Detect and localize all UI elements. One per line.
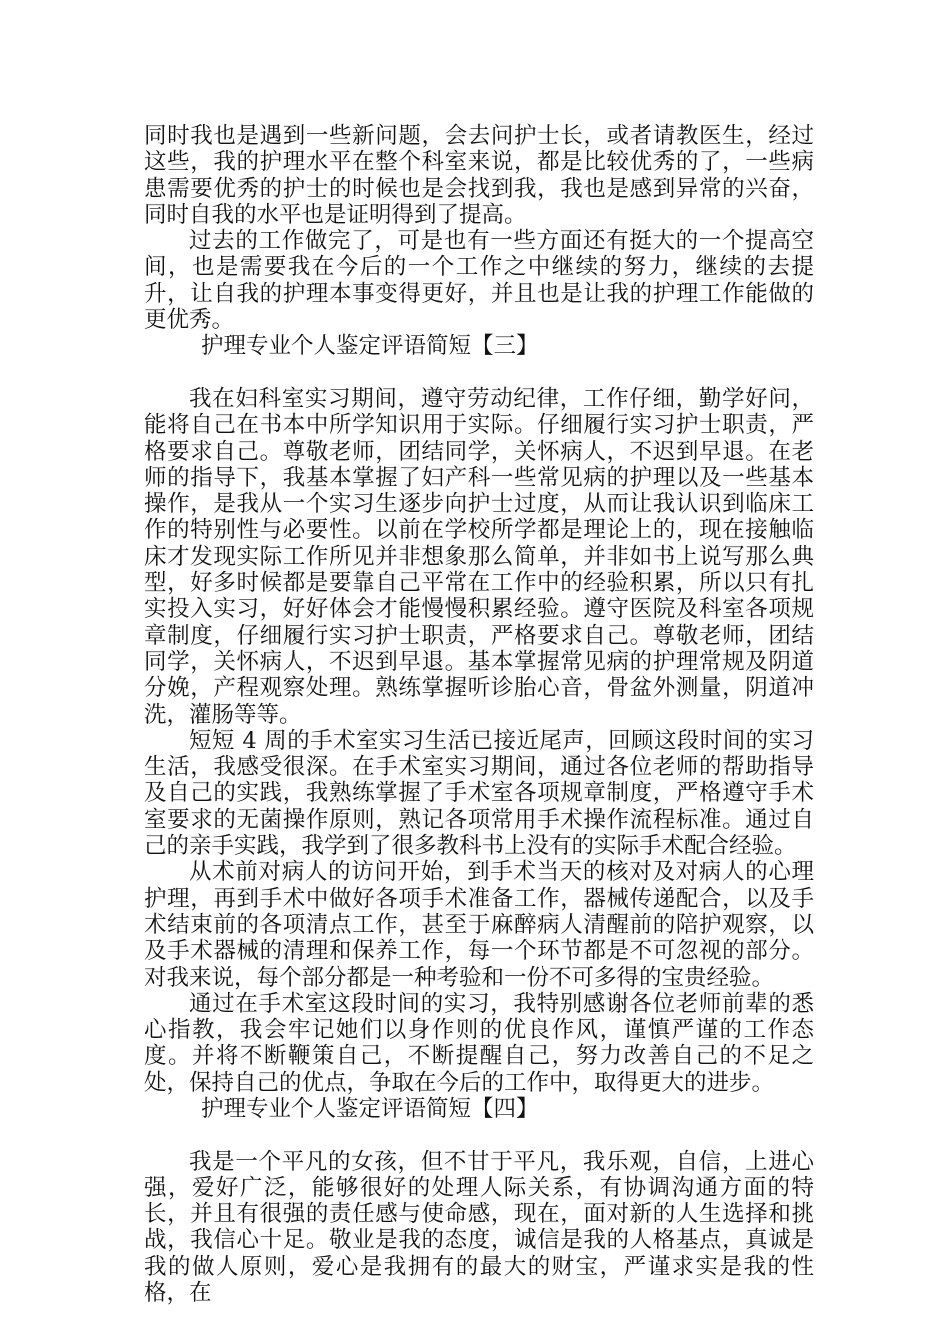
section-heading-three: 护理专业个人鉴定评语简短【三】 — [201, 333, 539, 360]
document-page — [144, 123, 814, 1306]
blank-line — [144, 1122, 814, 1148]
paragraph-continuation: 同时我也是遇到一些新问题，会去问护士长，或者请教医生，经过这些，我的护理水平在整个科室来说，都是比较优秀的了，一些病患需要优秀的护士的时候也是会找到我，我也是感到异常的兴奋，同时自我的水平也是证明得到了提高。 — [144, 123, 814, 228]
paragraph-self-introduction: 我是一个平凡的女孩，但不甘于平凡，我乐观，自信，上进心强，爱好广泛，能够很好的处理人际关系，有协调沟通方面的特长，并且有很强的责任感与使命感，现在，面对新的人生选择和挑战，我信心十足。敬业是我的态度，诚信是我的人格基点，真诚是我的做人原则，爱心是我拥有的最大的财宝，严谨求实是我的性格，在 — [144, 1148, 814, 1307]
paragraph-surgery-process: 从术前对病人的访问开始，到手术当天的核对及对病人的心理护理，再到手术中做好各项手术准备工作，器械传递配合，以及手术结束前的各项清点工作，甚至于麻醉病人清醒前的陪护观察，以及手术器械的清理和保养工作，每一个环节都是不可忽视的部分。对我来说，每个部分都是一种考验和一份不可多得的宝贵经验。 — [144, 859, 814, 991]
paragraph-past-work: 过去的工作做完了，可是也有一些方面还有挺大的一个提高空间，也是需要我在今后的一个工作之中继续的努力，继续的去提升，让自我的护理本事变得更好，并且也是让我的护理工作能做的更优秀。 — [144, 228, 814, 334]
section-heading-four: 护理专业个人鉴定评语简短【四】 — [201, 1095, 539, 1122]
paragraph-gynecology-internship: 我在妇科室实习期间，遵守劳动纪律，工作仔细，勤学好问，能将自己在书本中所学知识用于实际。仔细履行实习护士职责，严格要求自己。尊敬老师，团结同学，关怀病人，不迟到早退。在老师的指导下，我基本掌握了妇产科一些常见病的护理以及一些基本操作，是我从一个实习生逐步向护士过度，从而让我认识到临床工作的特别性与必要性。以前在学校所学都是理论上的，现在接触临床才发现实际工作所见并非想象那么简单，并非如书上说写那么典型，好多时候都是要靠自己平常在工作中的经验积累，所以只有扎实投入实习，好好体会才能慢慢积累经验。遵守医院及科室各项规章制度，仔细履行实习护士职责，严格要求自己。尊敬老师，团结同学，关怀病人，不迟到早退。基本掌握常见病的护理常规及阴道分娩，产程观察处理。熟练掌握听诊胎心音，骨盆外测量，阴道冲洗，灌肠等等。 — [144, 385, 814, 728]
paragraph-operating-room: 短短 4 周的手术室实习生活已接近尾声，回顾这段时间的实习生活，我感受很深。在手术室实习期间，通过各位老师的帮助指导及自己的实践，我熟练掌握了手术室各项规章制度，严格遵守手术室要求的无菌操作原则，熟记各项常用手术操作流程标准。通过自己的亲手实践，我学到了很多教科书上没有的实际手术配合经验。 — [144, 727, 814, 860]
blank-line — [144, 360, 814, 386]
paragraph-gratitude: 通过在手术室这段时间的实习，我特别感谢各位老师前辈的悉心指教，我会牢记她们以身作则的优良作风，谨慎严谨的工作态度。并将不断鞭策自己，不断提醒自己，努力改善自己的不足之处，保持自己的优点，争取在今后的工作中，取得更大的进步。 — [144, 990, 814, 1096]
